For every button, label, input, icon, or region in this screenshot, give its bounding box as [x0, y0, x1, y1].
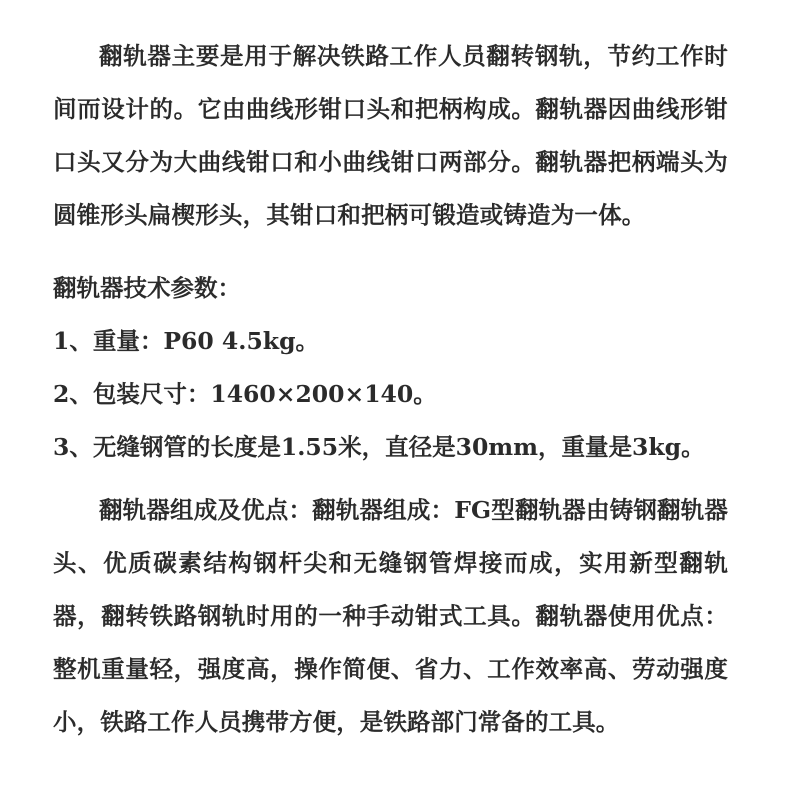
spec-item-weight: 1、重量：P60 4.5kg。	[53, 327, 320, 355]
specifications-list	[53, 315, 728, 474]
spec-item-steel-pipe: 3、无缝钢管的长度是1.55米，直径是30mm，重量是3kg。	[53, 433, 705, 461]
intro-paragraph: 翻轨器主要是用于解决铁路工作人员翻转钢轨，节约工作时间而设计的。它由曲线形钳口头和把柄构成。翻轨器因曲线形钳口头又分为大曲线钳口和小曲线钳口两部分。翻轨器把柄端头为圆锥形头扁楔形头，其钳口和把柄可锻造或铸造为一体。	[53, 42, 728, 229]
spec-item-package-size: 2、包装尺寸：1460×200×140。	[53, 380, 437, 408]
composition-paragraph: 翻轨器组成及优点：翻轨器组成：FG型翻轨器由铸钢翻轨器头、优质碳素结构钢杆尖和无缝钢管焊接而成，实用新型翻轨器，翻转铁路钢轨时用的一种手动钳式工具。翻轨器使用优点：整机重量轻，强度高，操作简便、省力、工作效率高、劳动强度小，铁路工作人员携带方便，是铁路部门常备的工具。	[53, 496, 728, 736]
document-body	[53, 30, 728, 749]
specifications-heading: 翻轨器技术参数：	[53, 274, 241, 302]
